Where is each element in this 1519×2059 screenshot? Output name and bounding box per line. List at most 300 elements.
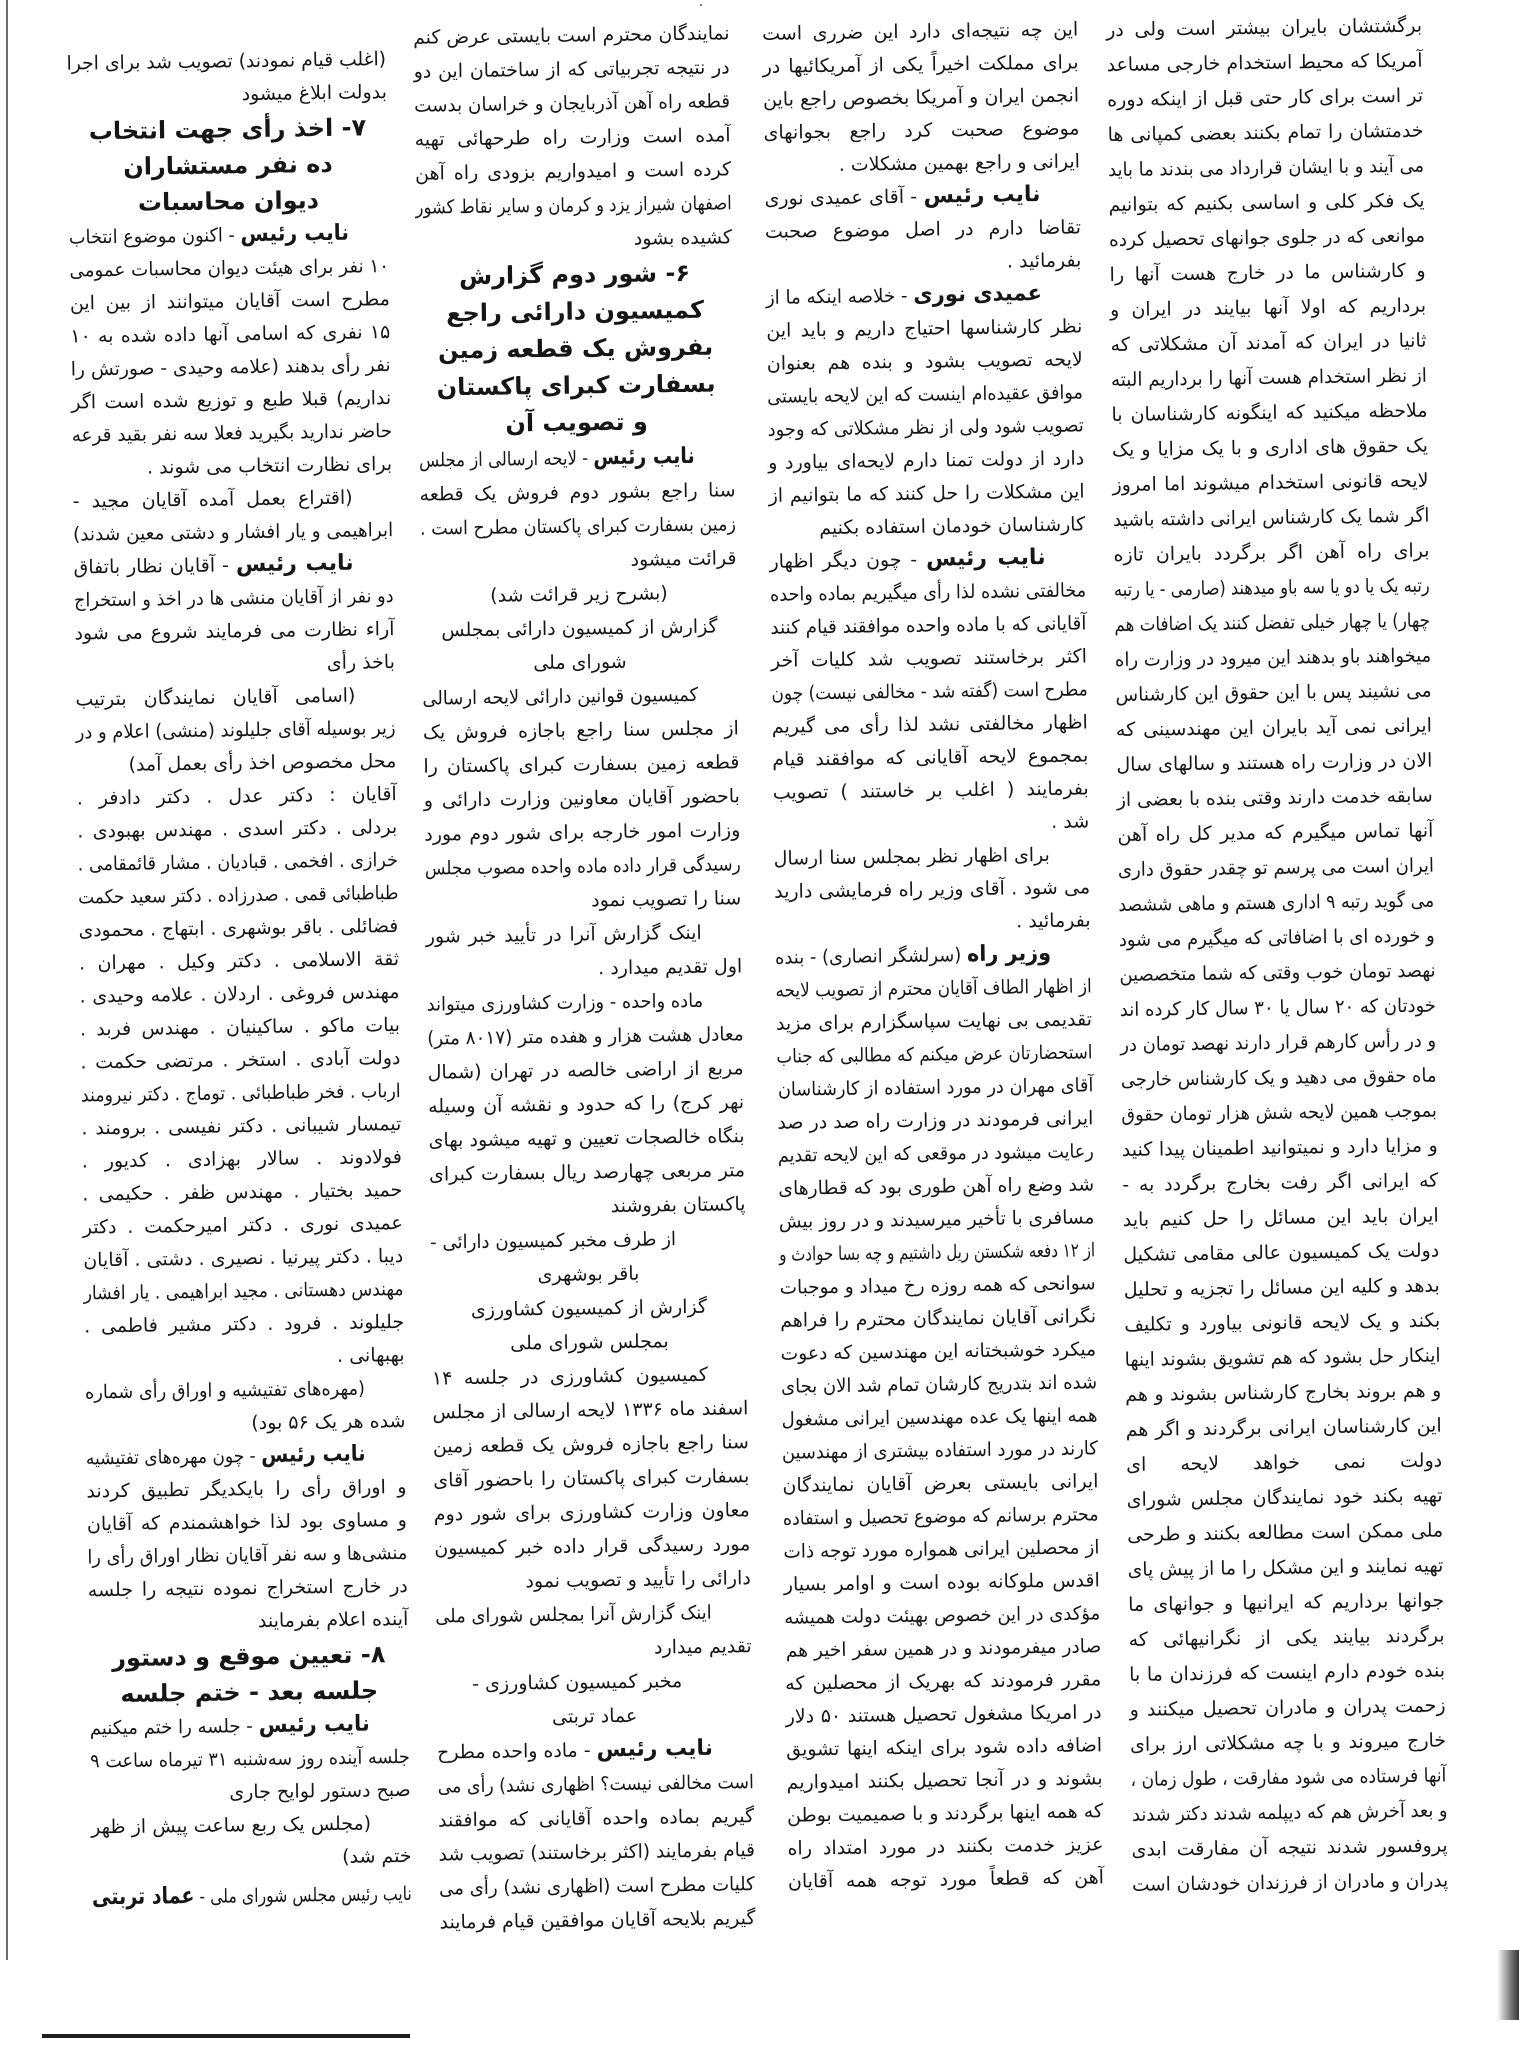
line-text: خرازی . افخمی . قبادیان . مشار قائمقامی . <box>77 849 398 876</box>
line-content <box>70 250 390 287</box>
line-text: مؤکدی در این خصوص بهیئت دولت همیشه <box>784 1602 1101 1629</box>
line-content <box>90 1741 410 1778</box>
continuation-block <box>1106 9 1448 1903</box>
text-line <box>1116 744 1432 783</box>
text-line <box>1124 1339 1440 1378</box>
line-content <box>776 1008 1092 1034</box>
line-text: میخواهند باو بدهند این میرود در وزارت راه <box>1114 644 1432 672</box>
line-text: از طرف مخبر کمیسیون دارائی - <box>429 1228 677 1254</box>
line-text: برای نظارت انتخاب می شوند . <box>146 453 393 479</box>
line-content <box>459 259 690 290</box>
line-text: سوانحی که همه روزه رخ میداد و موجبات <box>779 1272 1096 1299</box>
line-text: پاکستان بفروشند <box>610 1193 746 1218</box>
line-content <box>1108 190 1424 216</box>
line-content <box>79 981 399 1007</box>
line-text: - چون دیگر اظهار <box>769 548 918 573</box>
line-content <box>71 349 391 386</box>
line-text: آقایانی که با ماده واحده موافقند قیام کنند <box>770 612 1087 639</box>
speech-block <box>766 277 1086 545</box>
speaker-name: نایب رئیس <box>261 1441 367 1469</box>
line-content <box>1115 674 1432 713</box>
line-content <box>768 447 1084 473</box>
line-content <box>490 582 668 606</box>
line-text: فضائلی . باقر بوشهری . ابتهاج . محمودی <box>78 915 399 942</box>
line-content <box>67 43 387 80</box>
line-content <box>446 296 704 328</box>
line-text: خودتان که ۲۰ سال یا ۳۰ سال کار کرده اند <box>1119 994 1436 1021</box>
line-text: از اظهار الطاف آقایان محترم از تصویب لایحه <box>775 975 1092 1002</box>
line-text: رعایت میشود در موقعی که این لایحه تقدیم <box>777 1140 1094 1167</box>
line-text: ۱۵ نفری که اسامی آنها داده شده به ۱۰ <box>70 321 391 348</box>
line-content <box>1131 1793 1447 1832</box>
text-line <box>1131 1828 1447 1867</box>
text-line <box>83 1240 403 1277</box>
line-content <box>427 1057 743 1083</box>
line-content <box>426 922 702 948</box>
continuation-block <box>762 13 1080 182</box>
line-content <box>781 1366 1097 1403</box>
text-line <box>1110 324 1426 363</box>
section-heading-line <box>418 402 734 443</box>
text-line <box>788 1861 1104 1898</box>
line-content <box>423 751 739 777</box>
line-content <box>779 1201 1095 1238</box>
text-line <box>766 310 1082 347</box>
line-text: ایرانی فرمودند در وزارت راه صد در صد <box>777 1107 1094 1134</box>
text-line <box>1122 1129 1438 1168</box>
line-content <box>765 216 1081 242</box>
text-line <box>773 805 1089 842</box>
text-line <box>434 1493 750 1531</box>
line-content <box>819 513 1085 539</box>
line-text: سنا راجع بشور دوم فروش یک قطعه <box>419 479 736 506</box>
text-line <box>74 613 394 650</box>
line-text: - اکنون موضوع انتخاب <box>68 224 235 249</box>
line-text: بسفارت کبرای پاکستان را باحضور آقای <box>433 1465 750 1492</box>
text-line <box>1128 1584 1444 1623</box>
line-content <box>787 1833 1103 1859</box>
line-content <box>772 711 1088 737</box>
line-text: تصویب شود ولی از نظر مشکلاتی که وجود <box>767 414 1084 441</box>
line-text: و کارشناس ما در خارج هست آنها را <box>1109 259 1426 287</box>
line-content <box>89 113 367 145</box>
line-content <box>766 315 1082 341</box>
line-text: خدمتشان را تمام بکنند بعضی کمپانی ها <box>1107 119 1424 147</box>
text-line <box>77 778 397 815</box>
line-text: (اقتراع بعمل آمده آقایان مجید - <box>72 486 353 513</box>
text-line <box>1129 1688 1445 1727</box>
text-line <box>91 1807 411 1844</box>
line-text: مخالفتی نشده لذا رأی میگیریم بماده واحده <box>769 579 1087 606</box>
text-line <box>1106 44 1422 83</box>
line-text: - آقای عمیدی نوری <box>764 185 918 210</box>
text-line <box>1113 499 1429 538</box>
text-line <box>776 1036 1092 1073</box>
line-content <box>85 1373 365 1410</box>
line-text: ۷- اخذ رأی جهت انتخاب <box>88 113 367 146</box>
line-content <box>1111 400 1427 426</box>
line-content <box>591 887 741 911</box>
text-line <box>78 910 398 947</box>
line-text: (بشرح زیر قرائت شد) <box>490 582 668 607</box>
line-content <box>768 480 1084 506</box>
text-line <box>780 1300 1096 1337</box>
line-content <box>88 1575 408 1601</box>
line-content <box>533 651 627 674</box>
continuation-block <box>66 43 387 113</box>
line-text: موانعی که در جلوی جوانهای تحصیل کرده <box>1108 224 1426 252</box>
line-text: دیبا . دکتر پیرنیا . نصیری . دشتی . آقایان <box>83 1245 404 1272</box>
text-line <box>430 1255 746 1293</box>
line-text: در امریکا مشغول تحصیل هستند ۵۰ دلار <box>785 1701 1102 1728</box>
line-content <box>428 1091 744 1117</box>
text-line <box>72 448 392 485</box>
line-content <box>786 1734 1102 1760</box>
text-line <box>1126 1444 1442 1483</box>
line-text: و هم بروند بخارج کارشناس بشوند و هم <box>1125 1379 1442 1406</box>
line-content <box>763 117 1079 143</box>
speech-block <box>73 547 395 683</box>
line-text: از مجلس سنا راجع باجازه فروش یک <box>422 717 740 744</box>
line-text: دارد از دولت تمنا دارم لایحه‌ای بیاورد و <box>768 447 1085 474</box>
line-text: تیمسار شیبانی . دکتر نفیسی . برومند . <box>81 1113 402 1140</box>
line-content <box>1110 295 1426 321</box>
line-content <box>763 84 1079 110</box>
text-line <box>426 949 742 987</box>
section-heading-line <box>417 328 733 369</box>
text-line <box>438 1799 754 1837</box>
line-text: تهیه نمایند و این مشکل را ما از پیش پای <box>1127 1554 1444 1581</box>
text-line <box>777 1102 1093 1139</box>
line-content <box>80 1047 400 1073</box>
line-text: جلسه بعد - ختم جلسه <box>120 1676 379 1708</box>
line-text: بیات ماکو . ساکینیان . مهندس فربد . <box>79 1014 401 1041</box>
line-content <box>1109 219 1426 258</box>
text-line <box>763 79 1079 116</box>
section-heading-line <box>418 365 734 406</box>
text-line <box>75 646 395 683</box>
text-line <box>781 1399 1097 1436</box>
line-text: محل مخصوص اخذ رأی بعمل آمد) <box>128 750 397 776</box>
line-content <box>1121 1094 1437 1133</box>
line-text: آهن که قطعاً مورد توجه همه آقایان <box>787 1866 1105 1893</box>
text-line <box>787 1795 1103 1832</box>
line-text: بمجلس شورای ملی <box>510 1330 669 1355</box>
line-content <box>785 1668 1101 1694</box>
line-text: الان در وزارت راه هستند و سالهای سال <box>1116 749 1433 776</box>
line-content <box>781 1399 1097 1436</box>
line-text: دو نفر از آقایان منشی ها در اخذ و استخراج <box>74 585 395 612</box>
line-text: بفرمائید . <box>1016 909 1091 933</box>
line-text: اکثر برخاستند تصویب شد کلیات آخر <box>770 645 1088 672</box>
line-content <box>472 1670 682 1695</box>
line-content <box>1051 810 1089 833</box>
text-line <box>416 220 732 258</box>
line-text: آمده است وزارت راه طرحهائی تهیه <box>414 124 731 151</box>
text-line <box>1108 149 1424 188</box>
text-line <box>1123 1234 1439 1273</box>
text-line <box>1112 429 1428 468</box>
line-content <box>782 1470 1098 1496</box>
text-line <box>424 779 740 817</box>
text-line <box>420 507 736 545</box>
line-text: (مجلس یک ربع ساعت پیش از ظهر <box>90 1812 372 1839</box>
text-line <box>437 1765 753 1803</box>
text-line <box>1107 114 1423 153</box>
line-content <box>72 487 352 513</box>
text-line <box>77 844 397 881</box>
text-line <box>1117 814 1433 853</box>
line-text: و اوراق رأی را بایکدیگر تطبیق کردند <box>86 1475 407 1503</box>
line-text: کمیسیون قوانین دارائی لایحه ارسالی <box>422 683 699 710</box>
line-text: کمیسیون کشاورزی در جلسه ۱۴ <box>431 1363 709 1390</box>
line-content <box>1124 1275 1440 1301</box>
line-text: میکرد خوشبختانه این مهندسین که دعوت <box>780 1338 1097 1365</box>
line-text: ایرانی نمی آید بایران این مهندسینی که <box>1115 714 1433 742</box>
line-content <box>777 1069 1093 1106</box>
text-line <box>784 1597 1100 1634</box>
line-content <box>438 333 714 365</box>
text-line <box>771 640 1087 677</box>
line-content <box>1127 1520 1443 1546</box>
section-heading-line <box>417 291 733 332</box>
line-text: وزارت امور خارجه برای شور دوم مورد <box>424 819 741 846</box>
text-line <box>783 1531 1099 1568</box>
line-content <box>415 186 732 224</box>
line-text: خارج میروند و با چه مشکلاتی ارز برای <box>1129 1729 1447 1756</box>
text-line <box>436 1697 752 1735</box>
speech-block <box>437 1731 756 1939</box>
text-line <box>1109 254 1425 293</box>
line-content <box>767 409 1084 446</box>
text-line <box>432 1357 748 1395</box>
line-text: بسفارت کبرای پاکستان <box>436 369 716 402</box>
line-text: ایرانی و راجع بهمین مشکلات . <box>838 150 1081 176</box>
text-line <box>1121 1094 1437 1133</box>
line-text: تهیه بکند خود نمایندگان مجلس شورای <box>1126 1484 1443 1511</box>
line-text: سابقه خدمت دارند وقتی بنده با بعضی از <box>1116 784 1434 811</box>
text-line <box>427 1017 743 1055</box>
line-content <box>1117 820 1433 846</box>
text-line <box>72 481 392 518</box>
line-text: نظر کارشناسها احتیاج داریم و باید این <box>766 315 1083 342</box>
text-line <box>778 1168 1094 1205</box>
line-content <box>1126 1415 1442 1441</box>
text-line <box>774 871 1090 908</box>
text-line <box>1124 1269 1440 1308</box>
text-line <box>427 1051 743 1089</box>
line-text: یک فکر کلی و اساسی بکنیم که بتوانیم <box>1108 189 1425 217</box>
signature-block <box>92 1873 413 1919</box>
line-content <box>439 1867 755 1905</box>
line-text: گیریم بلایحه آقایان موافقین قیام فرمایند <box>439 1907 756 1934</box>
text-line <box>1122 1164 1438 1203</box>
line-text: مقرر فرمودند که بهریک از محصلین که <box>785 1668 1102 1695</box>
line-content <box>776 1036 1092 1073</box>
line-text: تقدیم میدارد <box>653 1635 752 1659</box>
line-content <box>112 1640 386 1672</box>
line-content <box>505 408 648 438</box>
text-line <box>775 970 1091 1007</box>
line-text: بفروش یک قطعه زمین <box>437 332 714 365</box>
line-content <box>1119 919 1435 958</box>
line-text: اقدس ملوکانه بوده است و اوامر بسیار <box>783 1569 1100 1596</box>
line-content <box>839 150 1081 175</box>
line-content <box>76 712 396 749</box>
line-text: ابراهیمی و یار افشار و دشتی معین شدند) <box>72 519 394 546</box>
line-content <box>429 1159 745 1185</box>
text-line <box>429 1153 745 1191</box>
line-text: تر است برای کار حتی قبل از اینکه دوره <box>1106 84 1424 112</box>
line-content <box>779 1267 1095 1304</box>
line-content <box>438 1805 754 1831</box>
paragraph-block <box>72 481 393 551</box>
text-line <box>781 1366 1097 1403</box>
line-text: ختم شد) <box>341 1844 412 1868</box>
line-text: قطعه زمین بسفارت کبرای پاکستان را <box>423 751 740 778</box>
line-text: که همه اینها برگردند و با صمیمیت بوطن <box>786 1800 1104 1827</box>
line-text: (اغلب قیام نمودند) تصویب شد برای اجرا <box>66 48 387 75</box>
line-content <box>420 507 736 545</box>
line-content <box>783 1498 1099 1535</box>
line-text: فولادوند . سالار بهزادی . کدیور . <box>81 1146 402 1173</box>
text-line <box>86 1471 406 1508</box>
section-heading-line <box>416 254 732 295</box>
text-line <box>1106 9 1422 48</box>
line-content <box>1130 1729 1446 1755</box>
text-line <box>1119 919 1435 958</box>
line-text: سنا راجع باجازه فروش یک قطعه زمین <box>432 1431 749 1458</box>
continuation-block <box>77 778 405 1376</box>
line-content <box>775 938 1051 975</box>
line-text: ایران است می پرسم تو چقدر حقوق داری <box>1117 854 1435 881</box>
text-line <box>419 473 735 511</box>
line-content <box>777 1107 1093 1133</box>
line-text: از نظر استخدام هست آنها را برداریم البته <box>1111 364 1428 392</box>
line-content <box>771 673 1088 710</box>
line-text: نهصد تومان خوب وقتی که شما متخصصین <box>1118 959 1436 986</box>
text-line <box>437 1731 753 1769</box>
text-line <box>80 1042 400 1079</box>
line-content <box>70 288 390 314</box>
line-text: آنها تماس میگیرم که مدیر کل راه آهن <box>1117 819 1434 846</box>
line-text: ارباب . فخر طباطبائی . توماج . دکتر نیرومند <box>81 1080 402 1107</box>
line-text: یک حقوق های اداری و با یک مزایا و یک <box>1111 434 1429 462</box>
line-content <box>769 544 1046 573</box>
line-text: بکند و یک لایحه قانونی بیاورد و تکلیف <box>1124 1309 1441 1336</box>
text-line <box>786 1762 1102 1799</box>
speaker-name: عمیدی نوری <box>913 280 1043 308</box>
line-content <box>426 1017 743 1055</box>
line-content <box>773 839 1049 876</box>
line-text: و مزایا دارد و نمیتوانید اطمینان پیدا کنید <box>1121 1134 1438 1161</box>
text-line <box>88 1603 408 1640</box>
text-line <box>69 217 389 254</box>
text-line <box>430 1221 746 1259</box>
line-text: برگشتشان بایران بیشتر است ولی در <box>1106 14 1423 42</box>
line-text: برای اظهار نظر بمجلس سنا ارسال <box>773 843 1050 870</box>
line-text: اگر شما یک کارشناس ایرانی داشته باشید <box>1112 504 1430 532</box>
text-line <box>1112 464 1428 503</box>
line-content <box>251 1410 406 1434</box>
line-content <box>788 1866 1104 1892</box>
text-line <box>784 1564 1100 1601</box>
line-content <box>86 1439 366 1476</box>
line-content <box>419 440 695 478</box>
line-text: دیوان محاسبات <box>137 186 320 217</box>
line-text: اول تقدیم میدارد . <box>598 955 743 980</box>
text-line <box>1109 219 1425 258</box>
line-content <box>432 1397 748 1423</box>
text-line <box>1132 1863 1448 1902</box>
paragraph-block <box>75 679 396 782</box>
line-text: قرائت میشود <box>630 547 737 571</box>
text-line <box>1111 359 1427 398</box>
line-text: زحمت پدران و مادران تحصیل میکنند و <box>1129 1694 1446 1721</box>
line-content <box>1119 954 1436 993</box>
text-line <box>776 1003 1092 1040</box>
text-line <box>762 13 1078 50</box>
text-line <box>1116 709 1432 748</box>
line-text: گزارش از کمیسیون دارائی بمجلس <box>441 615 718 642</box>
line-content <box>138 186 320 217</box>
line-content <box>764 184 1040 210</box>
line-text: معاون وزارت کشاورزی برای شور دوم <box>433 1499 750 1526</box>
line-content <box>767 376 1083 413</box>
line-text: ماه حقوق می دهید و یک کارشناس خارجی <box>1120 1064 1437 1091</box>
text-line <box>1115 674 1431 713</box>
line-content <box>128 750 396 776</box>
text-line <box>1113 534 1429 573</box>
line-text: شد وضع راه آهن طوری بود که قطارهای <box>778 1173 1095 1200</box>
line-content <box>84 1311 404 1337</box>
text-line <box>69 250 389 287</box>
text-line <box>1118 884 1434 923</box>
text-line <box>435 1595 751 1633</box>
line-text: این چه نتیجه‌ای دارد این ضرری است <box>762 18 1079 45</box>
line-text: ثقة الاسلامی . دکتر وکیل . مهران . <box>78 948 400 975</box>
line-text: آمریکا که محیط استخدام خارجی مساعد <box>1106 49 1423 77</box>
text-line <box>779 1267 1095 1304</box>
section-heading-line <box>67 109 387 149</box>
text-line <box>421 609 737 647</box>
text-line <box>422 677 738 715</box>
line-content <box>147 453 392 478</box>
line-text: شده اند بتدریج کارشان تمام شد الان بجای <box>780 1371 1098 1398</box>
column-1 <box>1106 9 1448 1903</box>
line-content <box>1131 1758 1447 1797</box>
line-text: اینک گزارش آنرا در تأیید خبر شور <box>425 921 702 948</box>
text-line <box>87 1504 407 1541</box>
line-content <box>785 1630 1101 1667</box>
line-content <box>1125 1380 1441 1406</box>
text-line <box>785 1663 1101 1700</box>
line-text: شد . <box>1051 810 1090 833</box>
text-line <box>1120 989 1436 1028</box>
line-text: در نتیجه تجربیاتی که از ساختمان این دو <box>413 56 730 83</box>
line-content <box>80 1014 400 1040</box>
line-content <box>1112 499 1429 538</box>
text-line <box>762 46 1078 83</box>
line-content <box>430 1222 676 1259</box>
line-text: باخذ رأی <box>326 651 396 675</box>
line-content <box>83 1212 403 1238</box>
paragraph-block <box>91 1807 412 1877</box>
text-line <box>1107 79 1423 118</box>
line-content <box>91 1813 371 1839</box>
centered-block <box>431 1289 748 1361</box>
line-text: نگرانی آقایان نمایندگان محترم را فراهم <box>779 1305 1097 1332</box>
